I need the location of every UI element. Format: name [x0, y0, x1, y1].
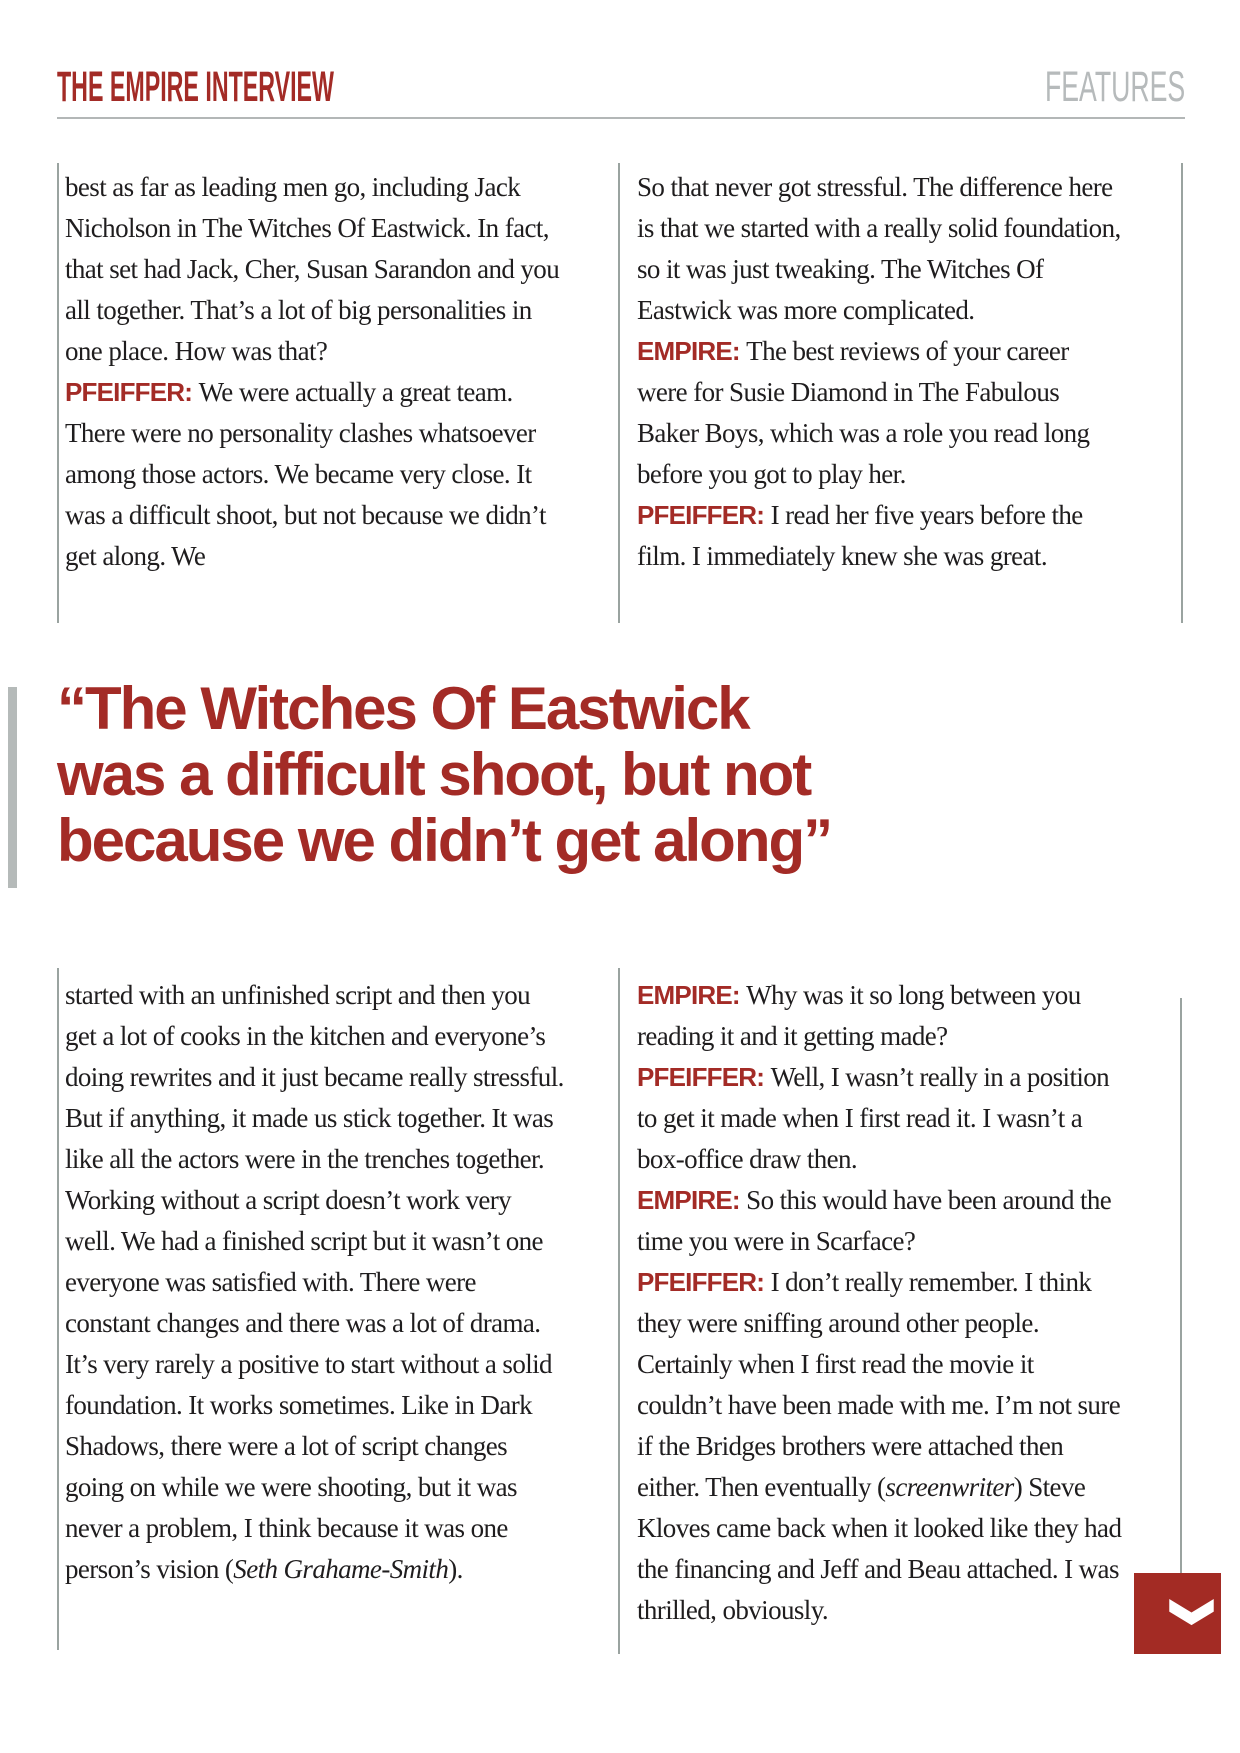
- section-label-text: FEATURES: [1044, 63, 1185, 111]
- pull-quote-bar: [8, 687, 17, 888]
- scroll-button-line: [1180, 998, 1182, 1573]
- pull-quote-line: was a difficult shoot, but not: [57, 741, 811, 808]
- top-text-section: [57, 163, 1183, 623]
- pull-quote-line: because we didn’t get along”: [57, 807, 832, 874]
- article-column-bottom-left: started with an unfinished script and then you get a lot of cooks in the kitchen and everyone’s doing rewrites and it just became really stressful. But if anything, it made us stick together. It was like all the actors were in the trenches together. Working without a script doesn’t work very well. We had a finished script but it wasn’t one everyone was satisfied with. There were constant changes and there was a lot of drama. It’s very rarely a positive to start without a solid foundation. It works sometimes. Like in Dark Shadows, there were a lot of script changes going on while we were shooting, but it was never a problem, I think because it was one person’s vision (Seth Grahame-Smith).: [65, 980, 564, 1584]
- bottom-column-divider: [618, 968, 620, 1654]
- article-column-bottom-right: EMPIRE: Why was it so long between you reading it and it getting made? PFEIFFER: Well, I wasn’t really in a position to get it made when I first read it. I wasn’t a box-office draw then. EMPIRE: So this would have been around the time you were in Scarface? PFEIFFER: I don’t really remember. I think they were sniffing around other people. Certainly when I first read the movie it couldn’t have been made with me. I’m not sure if the Bridges brothers were attached then either. Then eventually (screenwriter) Steve Kloves came back when it looked like they had the financing and Jeff and Beau attached. I was thrilled, obviously.: [637, 980, 1122, 1625]
- page-title-text: THE EMPIRE INTERVIEW: [57, 63, 334, 111]
- article-column-top-left: best as far as leading men go, including Jack Nicholson in The Witches Of Eastwick. In fact, that set had Jack, Cher, Susan Sarandon and you all together. That’s a lot of big personalities in one place. How was that? PFEIFFER: We were actually a great team. There were no personality clashes whatsoever among those actors. We became very close. It was a difficult shoot, but not because we didn’t get along. We: [65, 172, 560, 571]
- top-right-hairline: [1181, 163, 1183, 623]
- bottom-text-section: [57, 968, 1183, 1656]
- pull-quote: [57, 676, 1017, 874]
- header-rule: [57, 117, 1185, 119]
- scroll-down-button[interactable]: [1134, 1573, 1221, 1654]
- page-title: [57, 64, 334, 110]
- pull-quote-line: “The Witches Of Eastwick: [57, 675, 749, 742]
- section-label: [1045, 64, 1185, 110]
- bottom-left-hairline: [57, 968, 59, 1650]
- top-column-divider: [618, 163, 620, 623]
- chevron-down-icon: [1169, 1599, 1214, 1628]
- article-column-top-right: So that never got stressful. The difference here is that we started with a really solid foundation, so it was just tweaking. The Witches Of Eastwick was more complicated. EMPIRE: The best reviews of your career were for Susie Diamond in The Fabulous Baker Boys, which was a role you read long before you got to play her. PFEIFFER: I read her five years before the film. I immediately knew she was great.: [637, 172, 1121, 571]
- top-left-hairline: [57, 163, 59, 623]
